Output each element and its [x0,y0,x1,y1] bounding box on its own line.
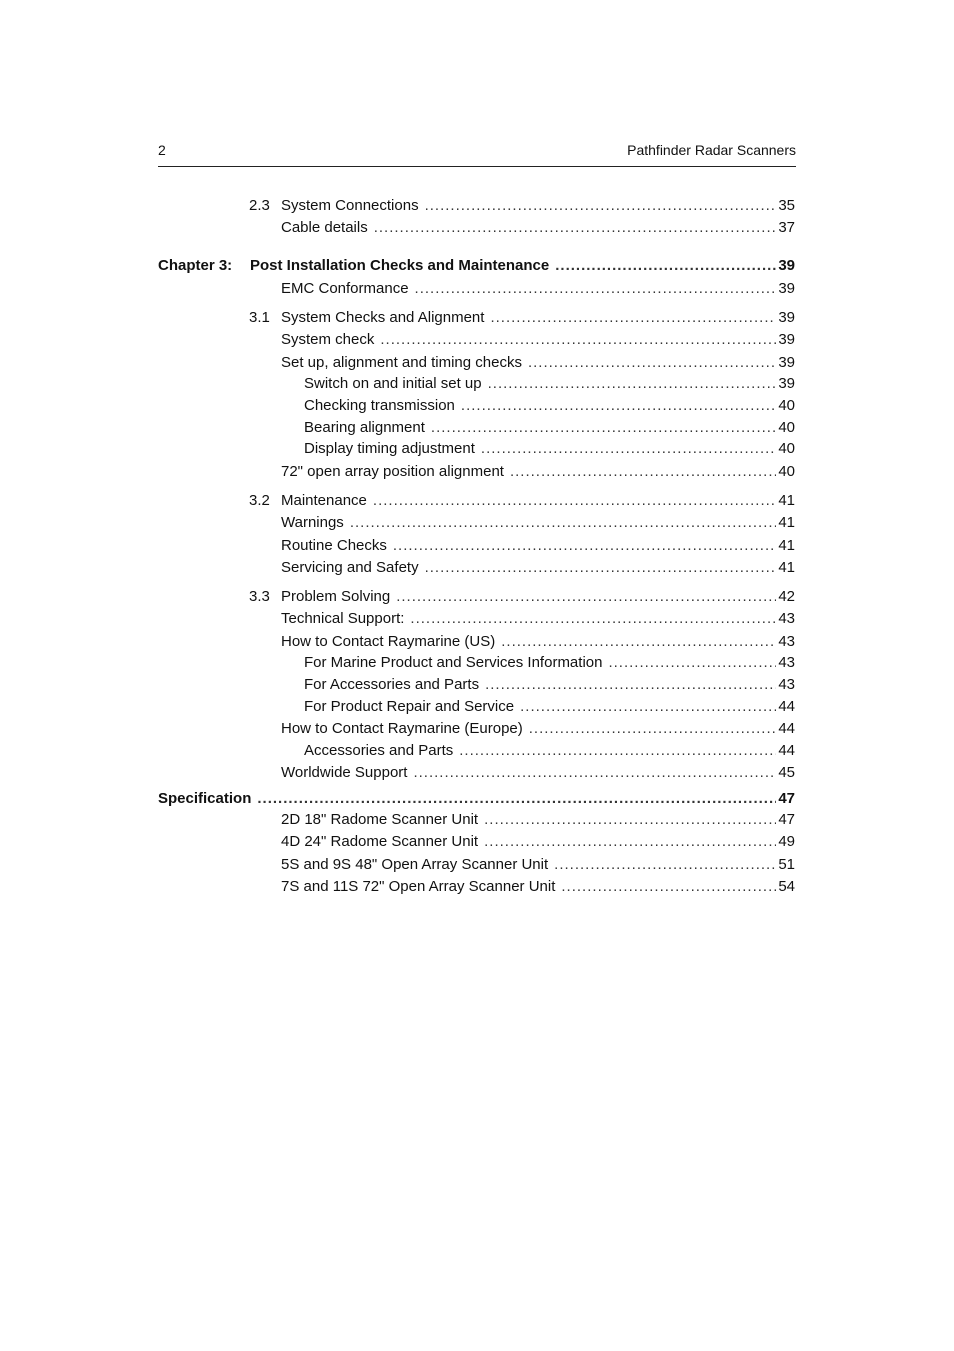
toc-section-number: 2.3 [249,197,270,214]
dot-leader [374,219,777,236]
toc-entry-title: Problem Solving [281,588,391,605]
toc-page-number: 41 [778,492,795,509]
toc-entry-title: How to Contact Raymarine (Europe) [281,720,523,737]
dot-leader [350,514,777,531]
dot-leader [257,790,776,807]
toc-entry[interactable] [281,354,795,376]
dot-leader [529,720,777,737]
toc-page-number: 39 [778,354,795,371]
dot-leader [481,440,776,457]
toc-entry-title: Servicing and Safety [281,559,419,576]
toc-entry[interactable] [281,492,795,514]
toc-section-number: 3.3 [249,588,270,605]
toc-page-number: 37 [778,219,795,236]
dot-leader [380,331,776,348]
dot-leader [484,833,776,850]
toc-entry[interactable] [281,219,795,241]
toc-page-number: 41 [778,537,795,554]
dot-leader [528,354,776,371]
running-title: Pathfinder Radar Scanners [627,142,796,158]
toc-page-number: 44 [778,720,795,737]
toc-entry-title: Maintenance [281,492,367,509]
dot-leader [501,633,776,650]
toc-page-number: 42 [778,588,795,605]
toc-page-number: 39 [778,280,795,297]
dot-leader [425,197,777,214]
toc-entry[interactable] [281,588,795,610]
toc-entry[interactable] [281,856,795,878]
toc-entry-title: Set up, alignment and timing checks [281,354,522,371]
toc-page-number: 47 [778,790,795,807]
toc-entry-title: Switch on and initial set up [304,375,482,392]
toc-entry[interactable] [281,559,795,581]
toc-page-number: 40 [778,440,795,457]
toc-entry-title: System check [281,331,375,348]
dot-leader [393,537,776,554]
dot-leader [461,397,776,414]
toc-section-number: 3.1 [249,309,270,326]
toc-page-number: 41 [778,514,795,531]
toc-entry-title: For Marine Product and Services Information [304,654,603,671]
toc-page-number: 54 [778,878,795,895]
toc-entry[interactable] [281,610,795,632]
toc-page-number: 39 [778,375,795,392]
toc-page-number: 35 [778,197,795,214]
toc-page-number: 40 [778,419,795,436]
toc-page-number: 47 [778,811,795,828]
toc-page-number: 39 [778,331,795,348]
toc-entry[interactable] [281,537,795,559]
dot-leader [413,764,776,781]
toc-entry[interactable] [304,676,795,698]
toc-entry-title: Technical Support: [281,610,405,627]
toc-entry-title: Display timing adjustment [304,440,475,457]
toc-entry[interactable] [304,375,795,397]
toc-entry-title: Accessories and Parts [304,742,454,759]
toc-entry-title: System Checks and Alignment [281,309,485,326]
toc-entry-title: Checking transmission [304,397,455,414]
toc-entry-title: Specification [158,790,252,807]
toc-entry[interactable] [304,440,795,462]
toc-page-number: 43 [778,633,795,650]
toc-entry[interactable] [281,463,795,485]
toc-entry-title: How to Contact Raymarine (US) [281,633,496,650]
dot-leader [459,742,776,759]
page-number: 2 [158,142,166,158]
toc-entry-title: 72" open array position alignment [281,463,504,480]
dot-leader [488,375,777,392]
dot-leader [554,856,776,873]
toc-page-number: 39 [778,257,795,274]
dot-leader [484,811,776,828]
dot-leader [561,878,776,895]
dot-leader [425,559,777,576]
dot-leader [415,280,777,297]
toc-entry[interactable] [281,280,795,302]
dot-leader [373,492,776,509]
toc-page-number: 45 [778,764,795,781]
toc-entry-title: Post Installation Checks and Maintenance [250,257,550,274]
dot-leader [396,588,776,605]
toc-entry[interactable] [281,514,795,536]
toc-entry[interactable] [304,698,795,720]
toc-entry[interactable] [304,654,795,676]
toc-page-number: 51 [778,856,795,873]
dot-leader [520,698,776,715]
toc-entry-title: 4D 24" Radome Scanner Unit [281,833,479,850]
toc-entry-title: 2D 18" Radome Scanner Unit [281,811,479,828]
toc-section-number: Chapter 3: [158,257,233,274]
toc-entry-title: Warnings [281,514,344,531]
toc-entry[interactable] [304,742,795,764]
dot-leader [555,257,776,274]
dot-leader [410,610,776,627]
toc-page-number: 43 [778,610,795,627]
toc-entry[interactable] [281,197,795,219]
toc-entry[interactable] [250,257,795,279]
toc-page-number: 39 [778,309,795,326]
toc-entry-title: 7S and 11S 72" Open Array Scanner Unit [281,878,556,895]
toc-entry-title: For Accessories and Parts [304,676,480,693]
toc-entry[interactable] [281,309,795,331]
toc-page-number: 40 [778,463,795,480]
dot-leader [608,654,776,671]
toc-page-number: 43 [778,654,795,671]
toc-entry-title: Cable details [281,219,368,236]
toc-entry[interactable] [281,331,795,353]
toc-entry-title: EMC Conformance [281,280,409,297]
toc-entry[interactable] [281,811,795,833]
dot-leader [485,676,776,693]
toc-section-number: 3.2 [249,492,270,509]
toc-entry-title: For Product Repair and Service [304,698,515,715]
toc-entry[interactable] [281,633,795,655]
toc-page-number: 44 [778,742,795,759]
toc-page-number: 40 [778,397,795,414]
toc-entry[interactable] [304,419,795,441]
toc-entry-title: Worldwide Support [281,764,408,781]
dot-leader [431,419,776,436]
toc-page-number: 49 [778,833,795,850]
toc-page-number: 44 [778,698,795,715]
dot-leader [510,463,776,480]
toc-entry[interactable] [281,764,795,786]
toc-entry[interactable] [304,397,795,419]
toc-entry-title: Bearing alignment [304,419,425,436]
toc-entry-title: 5S and 9S 48" Open Array Scanner Unit [281,856,549,873]
toc-entry[interactable] [281,833,795,855]
toc-page-number: 41 [778,559,795,576]
toc-entry[interactable] [281,878,795,900]
toc-entry[interactable] [158,790,795,812]
toc-entry-title: Routine Checks [281,537,387,554]
toc-entry-title: System Connections [281,197,419,214]
dot-leader [490,309,776,326]
toc-page-number: 43 [778,676,795,693]
toc-entry[interactable] [281,720,795,742]
